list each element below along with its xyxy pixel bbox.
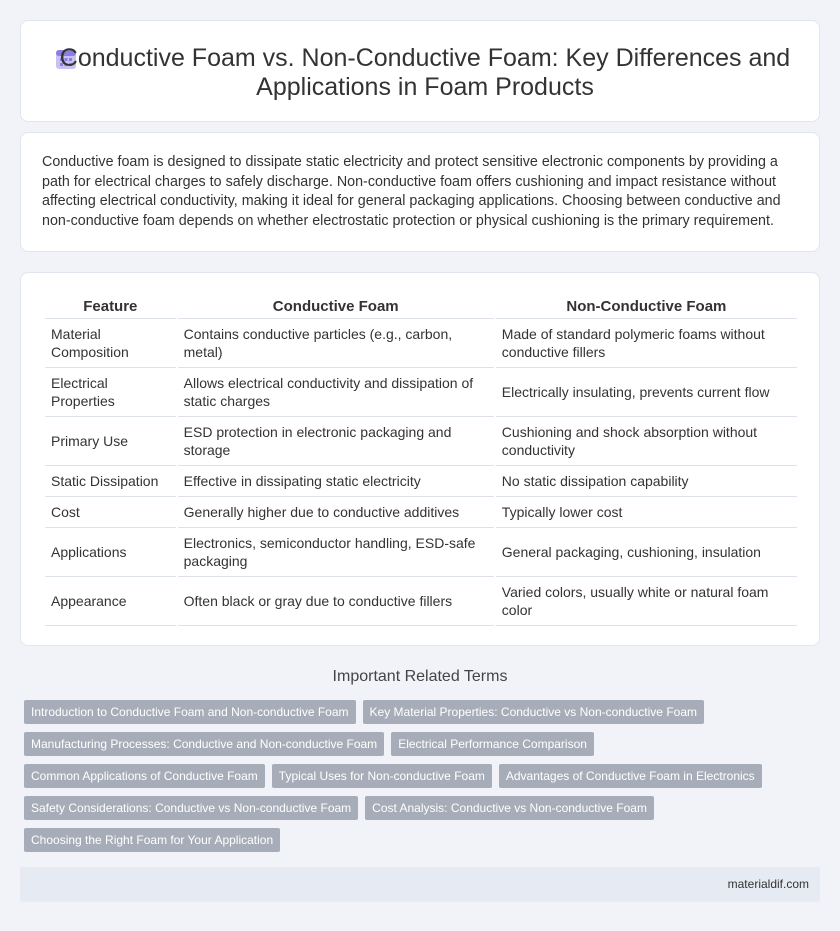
table-row [45,319,797,368]
table-cell: Static Dissipation [45,466,176,497]
comparison-table-card [20,272,820,646]
table-cell: Primary Use [45,417,176,466]
table-cell: Often black or gray due to conductive fillers [178,577,494,626]
related-term-tag[interactable]: Cost Analysis: Conductive vs Non-conductive Foam [365,796,654,820]
related-term-tag[interactable]: Key Material Properties: Conductive vs Non-conductive Foam [363,700,704,724]
related-term-tag[interactable]: Electrical Performance Comparison [391,732,594,756]
table-cell: Applications [45,528,176,577]
column-header: Conductive Foam [178,297,494,319]
table-cell: No static dissipation capability [496,466,797,497]
footer-site-link[interactable]: materialdif.com [727,877,809,891]
comparison-table [43,297,799,626]
table-row [45,466,797,497]
table-cell: Appearance [45,577,176,626]
table-cell: Allows electrical conductivity and dissipation of static charges [178,368,494,417]
page-title: Conductive Foam vs. Non-Conductive Foam: Key Differences and Applications in Foam Products [59,44,791,101]
table-cell: ESD protection in electronic packaging and storage [178,417,494,466]
table-cell: Varied colors, usually white or natural foam color [496,577,797,626]
table-row [45,417,797,466]
table-cell: General packaging, cushioning, insulation [496,528,797,577]
related-term-tag[interactable]: Manufacturing Processes: Conductive and Non-conductive Foam [24,732,384,756]
related-term-tag[interactable]: Typical Uses for Non-conductive Foam [272,764,492,788]
table-cell: Electrically insulating, prevents current flow [496,368,797,417]
table-cell: Generally higher due to conductive additives [178,497,494,528]
table-row [45,497,797,528]
related-terms-heading: Important Related Terms [332,668,508,685]
table-cell: Cost [45,497,176,528]
title-card [20,20,820,122]
table-row [45,528,797,577]
intro-paragraph: Conductive foam is designed to dissipate static electricity and protect sensitive electronic components by providing a path for electrical charges to safely discharge. Non-conductive foam offers cushioning and impact resistance without affecting electrical conductivity, making it ideal for general packaging applications. Choosing between conductive and non-conductive foam depends on whether electrostatic protection or physical cushioning is the primary requirement. [42,154,781,229]
related-term-tag[interactable]: Safety Considerations: Conductive vs Non-conductive Foam [24,796,358,820]
related-terms-list [24,700,824,860]
table-row [45,368,797,417]
table-cell: Made of standard polymeric foams without conductive fillers [496,319,797,368]
related-term-tag[interactable]: Advantages of Conductive Foam in Electronics [499,764,762,788]
table-row [45,577,797,626]
column-header: Non-Conductive Foam [496,297,797,319]
table-cell: Contains conductive particles (e.g., carbon, metal) [178,319,494,368]
related-term-tag[interactable]: Common Applications of Conductive Foam [24,764,265,788]
table-cell: Cushioning and shock absorption without conductivity [496,417,797,466]
table-cell: Typically lower cost [496,497,797,528]
table-cell: Electrical Properties [45,368,176,417]
column-header: Feature [45,297,176,319]
table-cell: Effective in dissipating static electricity [178,466,494,497]
table-cell: Material Composition [45,319,176,368]
intro-card [20,132,820,252]
footer [20,867,820,902]
table-cell: Electronics, semiconductor handling, ESD-safe packaging [178,528,494,577]
related-term-tag[interactable]: Introduction to Conductive Foam and Non-conductive Foam [24,700,356,724]
table-header-row [45,297,797,319]
related-term-tag[interactable]: Choosing the Right Foam for Your Application [24,828,280,852]
